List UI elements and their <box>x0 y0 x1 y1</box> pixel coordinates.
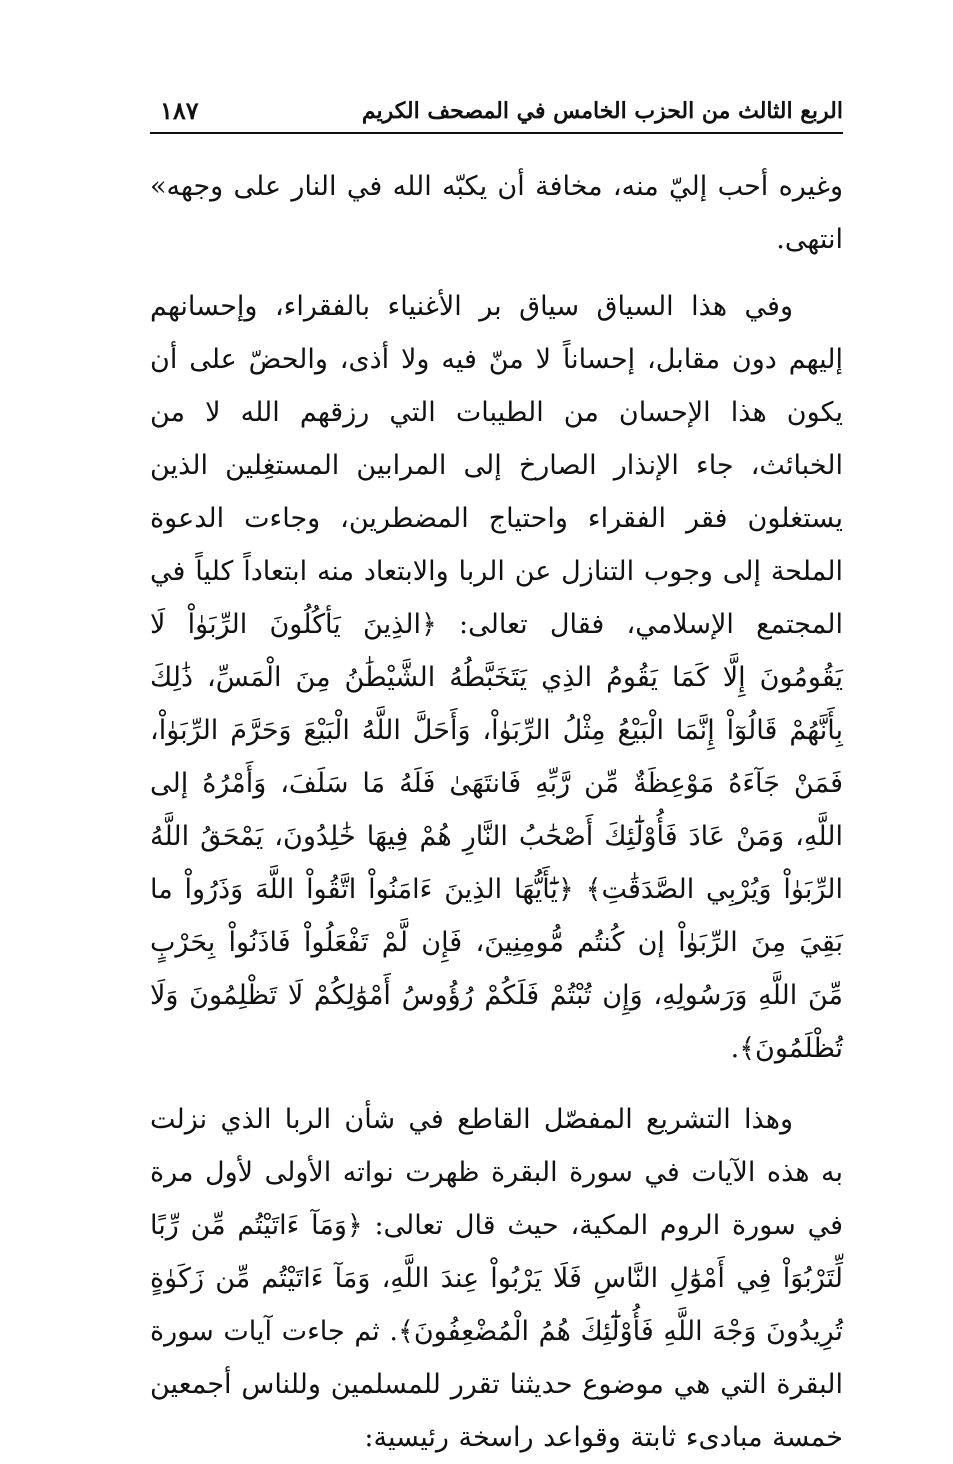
paragraph-continuation: وغيره أحب إليّ منه، مخافة أن يكبّه الله في النار على وجهه» انتهى. <box>150 171 843 255</box>
page-number: ١٨٧ <box>160 96 199 125</box>
page-body <box>150 160 843 1464</box>
running-header <box>150 96 843 134</box>
paragraph-riba-legislation: وهذا التشريع المفصّل القاطع في شأن الربا الذي نزلت به هذه الآيات في سورة البقرة ظهرت نواته الأولى لأول مرة في سورة الروم المكية، حيث قال تعالى: ﴿وَمَآ ءَاتَيْتُم مِّن رِّبًا لِّتَرْبُوَاْ فِي أَمْوَٰلِ النَّاسِ فَلَا يَرْبُواْ عِندَ اللَّهِ، وَمَآ ءَاتَيْتُم مِّن زَكَوٰةٍ تُرِيدُونَ وَجْهَ اللَّهِ فَأُوْلَٰٓئِكَ هُمُ الْمُضْعِفُونَ﴾. ثم جاءت آيات سورة البقرة التي هي موضوع حديثنا تقرر للمسلمين وللناس أجمعين خمسة مبادىء ثابتة وقواعد راسخة رئيسية: <box>150 1104 844 1453</box>
paragraph-riba-warning: وفي هذا السياق سياق بر الأغنياء بالفقراء، وإحسانهم إليهم دون مقابل، إحساناً لا منّ فيه ولا أذى، والحضّ على أن يكون هذا الإحسان من الطيبات التي رزقهم الله لا من الخبائث، جاء الإنذار الصارخ إلى المرابين المستغِلين الذين يستغلون فقر الفقراء واحتياج المضطرين، وجاءت الدعوة الملحة إلى وجوب التنازل عن الربا والابتعاد منه ابتعاداً كلياً في المجتمع الإسلامي، فقال تعالى: ﴿الذِينَ يَأكُلُونَ الرِّبَوٰاْ لَا يَقُومُونَ إِلَّا كَمَا يَقُومُ الذِي يَتَخَبَّطُهُ الشَّيْطَٰنُ مِنَ الْمَسِّ، ذَٰلِكَ بِأَنَّهُمْ قَالُوٓاْ إِنَّمَا الْبَيْعُ مِثْلُ الرِّبَوٰاْ، وَأَحَلَّ اللَّهُ الْبَيْعَ وَحَرَّمَ الرِّبَوٰاْ، فَمَنْ جَآءَهُ مَوْعِظَةٌ مِّن رَّبِّهِ فَانتَهَىٰ فَلَهُ مَا سَلَفَ، وَأَمْرُهُ إلى اللَّهِ، وَمَنْ عَادَ فَأُوْلَٰٓئِكَ أَصْحَٰبُ النَّارِ هُمْ فِيهَا خَٰلِدُونَ، يَمْحَقُ اللَّهُ الرِّبَوٰاْ وَيُرْبِي الصَّدَقَٰتِ﴾ ﴿يَٰٓأَيُّهَا الذِينَ ءَامَنُواْ اتَّقُواْ اللَّهَ وَذَرُواْ ما بَقِيَ مِنَ الرِّبَوٰاْ إن كُنتُم مُّومِنِينَ، فَإِن لَّمْ تَفْعَلُواْ فَاذَنُواْ بِحَرْبٍ مِّنَ اللَّهِ وَرَسُولِهِ، وَإِن تُبْتُمْ فَلَكُمْ رُؤُوسُ أَمْوَٰلِكُمْ لَا تَظْلِمُونَ وَلَا تُظْلَمُونَ﴾. <box>150 291 843 1064</box>
running-header-title: الربع الثالث من الحزب الخامس في المصحف الكريم <box>361 98 843 124</box>
